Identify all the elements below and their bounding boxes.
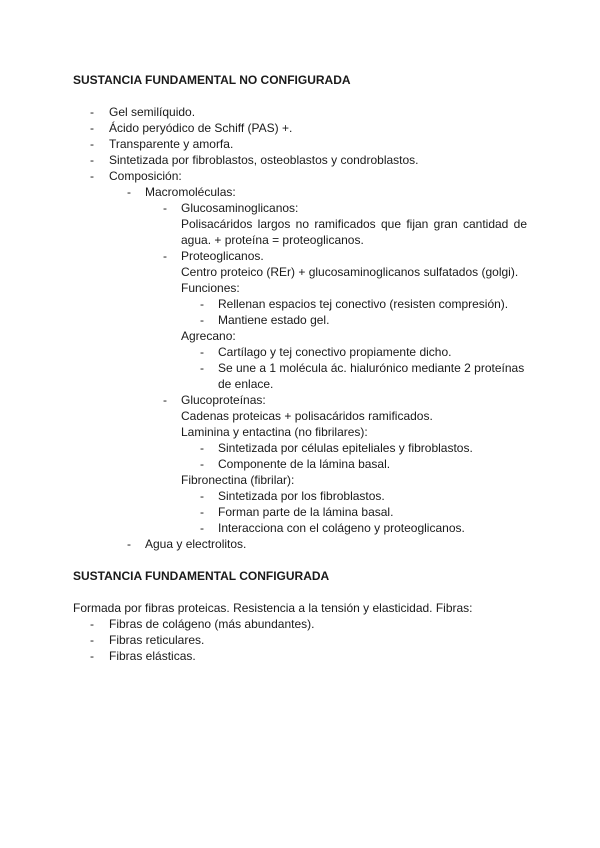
list-item: Ácido peryódico de Schiff (PAS) +. xyxy=(109,121,293,135)
bullet-dash: - xyxy=(127,537,131,551)
proteoglicanos-description: Centro proteico (REr) + glucosaminoglicanos sulfatados (golgi). xyxy=(181,265,519,279)
bullet-dash: - xyxy=(90,633,94,647)
bullet-dash: - xyxy=(90,121,94,135)
list-item: Sintetizada por los fibroblastos. xyxy=(218,489,385,503)
bullet-dash: - xyxy=(127,185,131,199)
funciones-label: Funciones: xyxy=(181,281,240,295)
list-item: Fibras de colágeno (más abundantes). xyxy=(109,617,315,631)
bullet-dash: - xyxy=(90,153,94,167)
bullet-dash: - xyxy=(200,313,204,327)
bullet-dash: - xyxy=(90,169,94,183)
list-item: Mantiene estado gel. xyxy=(218,313,330,327)
fibronectina-label: Fibronectina (fibrilar): xyxy=(181,473,295,487)
bullet-dash: - xyxy=(200,521,204,535)
list-item: Forman parte de la lámina basal. xyxy=(218,505,394,519)
bullet-dash: - xyxy=(163,201,167,215)
list-item: Se une a 1 molécula ác. hialurónico mediante 2 proteínas xyxy=(218,361,525,375)
list-item: Cartílago y tej conectivo propiamente dicho. xyxy=(218,345,452,359)
bullet-dash: - xyxy=(163,393,167,407)
list-item-glucosaminoglicanos: Glucosaminoglicanos: xyxy=(181,201,299,215)
bullet-dash: - xyxy=(163,249,167,263)
bullet-dash: - xyxy=(200,345,204,359)
list-item: Fibras elásticas. xyxy=(109,649,196,663)
gag-description-line2: agua. + proteína = proteoglicanos. xyxy=(181,233,364,247)
list-item-agua: Agua y electrolitos. xyxy=(145,537,247,551)
list-item: Componente de la lámina basal. xyxy=(218,457,391,471)
section-heading-no-configurada: SUSTANCIA FUNDAMENTAL NO CONFIGURADA xyxy=(73,73,351,87)
list-item-macromoleculas: Macromoléculas: xyxy=(145,185,236,199)
list-item: Sintetizada por células epiteliales y fibroblastos. xyxy=(218,441,473,455)
glucoproteinas-description: Cadenas proteicas + polisacáridos ramificados. xyxy=(181,409,433,423)
list-item: Interacciona con el colágeno y proteoglicanos. xyxy=(218,521,465,535)
list-item: Gel semilíquido. xyxy=(109,105,196,119)
bullet-dash: - xyxy=(200,297,204,311)
list-item-continuation: de enlace. xyxy=(218,377,274,391)
section2-intro: Formada por fibras proteicas. Resistencia a la tensión y elasticidad. Fibras: xyxy=(73,601,473,615)
agrecano-label: Agrecano: xyxy=(181,329,236,343)
bullet-dash: - xyxy=(200,505,204,519)
bullet-dash: - xyxy=(200,361,204,375)
bullet-dash: - xyxy=(200,441,204,455)
list-item: Transparente y amorfa. xyxy=(109,137,234,151)
list-item-glucoproteinas: Glucoproteínas: xyxy=(181,393,266,407)
list-item: Fibras reticulares. xyxy=(109,633,205,647)
list-item: Composición: xyxy=(109,169,182,183)
laminina-label: Laminina y entactina (no fibrilares): xyxy=(181,425,368,439)
list-item: Rellenan espacios tej conectivo (resisten compresión). xyxy=(218,297,509,311)
section-heading-configurada: SUSTANCIA FUNDAMENTAL CONFIGURADA xyxy=(73,569,330,583)
bullet-dash: - xyxy=(90,137,94,151)
bullet-dash: - xyxy=(90,617,94,631)
gag-description-line1: Polisacáridos largos no ramificados que fijan gran cantidad de xyxy=(181,217,527,231)
list-item-proteoglicanos: Proteoglicanos. xyxy=(181,249,264,263)
bullet-dash: - xyxy=(90,649,94,663)
bullet-dash: - xyxy=(90,105,94,119)
list-item: Sintetizada por fibroblastos, osteoblastos y condroblastos. xyxy=(109,153,419,167)
bullet-dash: - xyxy=(200,489,204,503)
bullet-dash: - xyxy=(200,457,204,471)
